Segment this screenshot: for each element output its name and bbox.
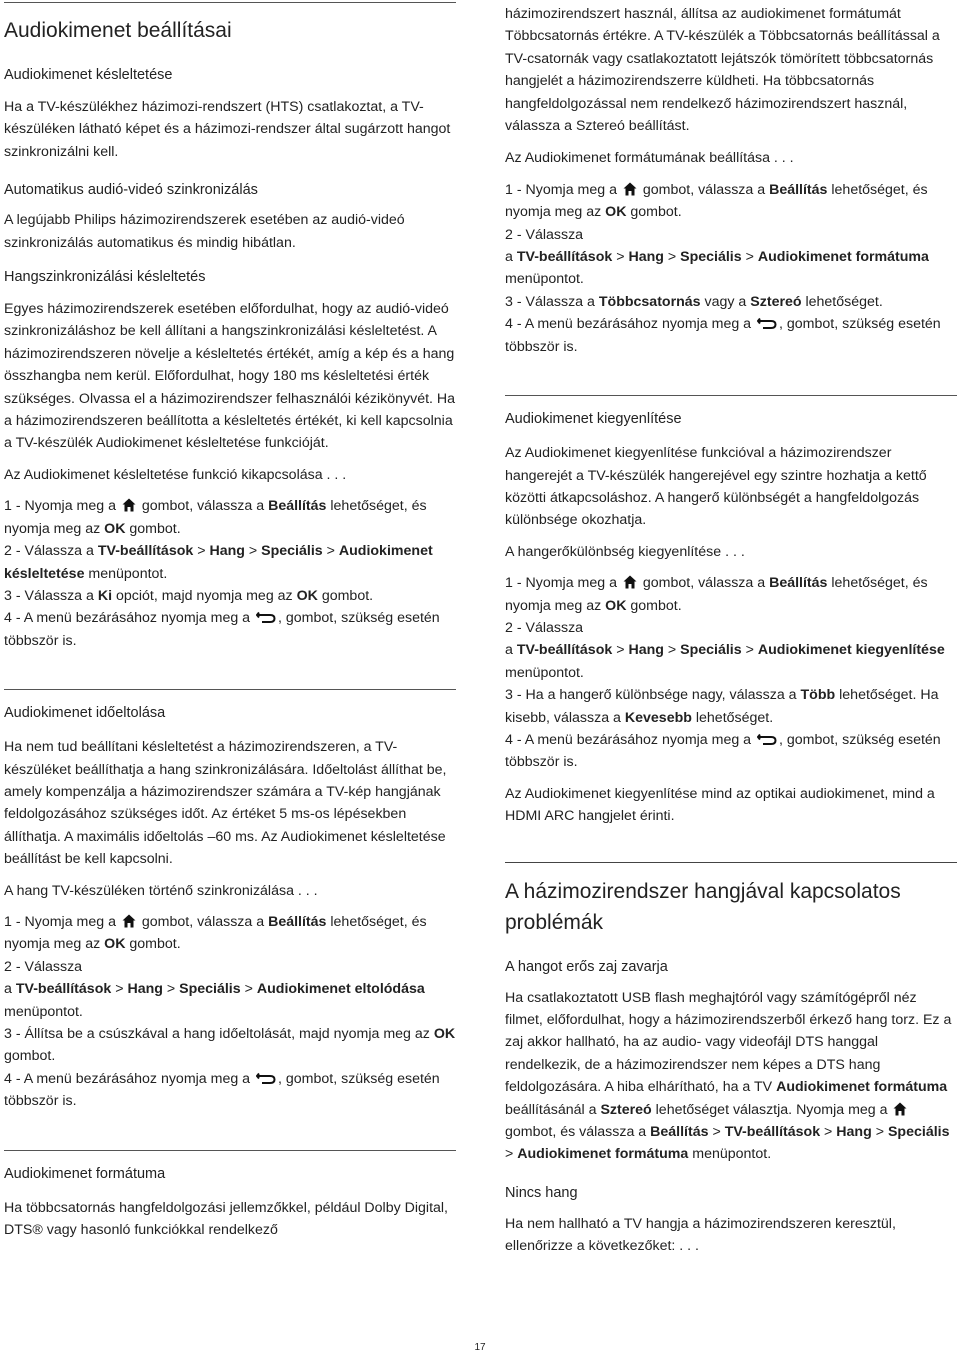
right-column bbox=[505, 0, 957, 1258]
sync-delay-text: Egyes házimozirendszerek esetében előfordulhat, hogy az audió-videó szinkronizáláshoz be kell állítani a hangszinkronizálási késleltetést. A házimozirendszeren növelje a késleltetés értékét, amíg a kép és a hang összhangba nem kerül. Előfordulhat, hogy 180 ms késleltetési érték szükséges. Olvassa el a házimozirendszer felhasználói kézikönyvét. Ha a házimozirendszeren beállította a késleltetés értékét, ki kell kapcsolnia a TV-készülék Audiokimenet késleltetése funkcióját. bbox=[4, 301, 456, 452]
subheading-sync-delay: Hangszinkronizálási késleltetés bbox=[4, 269, 206, 286]
back-icon bbox=[256, 1072, 276, 1084]
page-title: Audiokimenet beállításai bbox=[4, 19, 232, 42]
offset-step-4: 4 - A menü bezárásához nyomja meg a , gombot, szükség esetén többször is. bbox=[4, 1070, 440, 1110]
delay-step-1: 1 - Nyomja meg a gombot, válassza a Beállítás lehetőséget, és nyomja meg az OK gombot. bbox=[4, 498, 427, 537]
section-heading-problems: A házimozirendszer hangjával kapcsolatos problémák bbox=[505, 879, 901, 934]
top-rule bbox=[4, 2, 456, 3]
leveling-step-2: 2 - Válassza a TV-beállítások > Hang > Speciális > Audiokimenet kiegyenlítése menüpontot. bbox=[505, 619, 945, 681]
home-icon bbox=[122, 498, 136, 512]
section-rule bbox=[4, 1150, 456, 1151]
delay-step-3: 3 - Válassza a Ki opciót, majd nyomja meg az OK gombot. bbox=[4, 587, 374, 604]
format-step-1: 1 - Nyomja meg a gombot, válassza a Beállítás lehetőséget, és nyomja meg az OK gombot. bbox=[505, 181, 928, 221]
format-intro-start: Ha többcsatornás hangfeldolgozási jellemzőkkel, például Dolby Digital, DTS® vagy hasonló funkciókkal rendelkező bbox=[4, 1199, 449, 1239]
section-rule bbox=[505, 862, 957, 863]
delay-step-2: 2 - Válassza a TV-beállítások > Hang > Speciális > Audiokimenet késleltetése menüpontot. bbox=[4, 543, 433, 582]
leveling-intro: Az Audiokimenet kiegyenlítése funkcióval a házimozirendszer hangerejét a TV-készülék hangerejével egy szintre hozhatja a kettő közötti átkapcsoláshoz. A hangerő különbségét a hangfeldolgozás különbsége okozhatja. bbox=[505, 445, 927, 529]
subheading-no-sound: Nincs hang bbox=[505, 1184, 578, 1201]
auto-sync-text: A legújabb Philips házimozirendszerek esetében az audió-videó szinkronizálás automatikus és mindig hibátlan. bbox=[4, 212, 405, 251]
home-icon bbox=[623, 182, 637, 196]
format-step-3: 3 - Válassza a Többcsatornás vagy a Sztereó lehetőséget. bbox=[505, 293, 883, 310]
section-heading-format: Audiokimenet formátuma bbox=[4, 1165, 166, 1182]
back-icon bbox=[757, 317, 777, 329]
no-sound-text: Ha nem hallható a TV hangja a házimozirendszeren keresztül, ellenőrizze a következőket: . . . bbox=[505, 1215, 896, 1255]
format-step-4: 4 - A menü bezárásához nyomja meg a , gombot, szükség esetén többször is. bbox=[505, 316, 941, 355]
section-rule bbox=[505, 395, 957, 396]
back-icon bbox=[256, 611, 276, 623]
subheading-noise: A hangot erős zaj zavarja bbox=[505, 958, 668, 975]
page-number: 17 bbox=[474, 1342, 486, 1353]
delay-intro: Ha a TV-készülékhez házimozi-rendszert (HTS) csatlakoztat, a TV-készüléken látható képet és a házimozi-rendszer által sugárzott hangot szinkronizálni kell. bbox=[4, 99, 451, 160]
format-step-2: 2 - Válassza a TV-beállítások > Hang > Speciális > Audiokimenet formátuma menüpontot. bbox=[505, 226, 929, 288]
delay-off-intro: Az Audiokimenet késleltetése funkció kikapcsolása . . . bbox=[4, 466, 347, 483]
leveling-step-3: 3 - Ha a hangerő különbsége nagy, válassza a Több lehetőséget. Ha kisebb, válassza a Kevesebb lehetőséget. bbox=[505, 687, 939, 726]
subheading-auto-sync: Automatikus audió-videó szinkronizálás bbox=[4, 182, 258, 199]
home-icon bbox=[122, 914, 136, 928]
leveling-step-4: 4 - A menü bezárásához nyomja meg a , gombot, szükség esetén többször is. bbox=[505, 731, 941, 771]
format-intro-cont: házimozirendszert használ, állítsa az audiokimenet formátumát Többcsatornás értékre. A TV-készülék a Többcsatornás beállítással a TV-csatornák vagy csatlakoztatott lejátszók tömörített többcsatornás hangjelét a házimozirendszerre küldheti. Ha többcsatornás hangfeldolgozással nem rendelkező házimozirendszert használ, válassza a Sztereó beállítást. bbox=[505, 6, 940, 135]
home-icon bbox=[623, 575, 637, 589]
noise-text: Ha csatlakoztatott USB flash meghajtóról vagy számítógépről néz filmet, előfordulhat, hogy a házimozirendszerből érkező hang torz. Ez a zaj akkor hallható, ha az audio- vagy videofájl DTS hanggal rendelkezik, de a házimozirendszer nem képes a DTS hang feldolgozására. A hiba elhárítható, ha a TV Audiokimenet formátuma beállításánál a Sztereó lehetőséget választja. Nyomja meg a gombot, és válassza a Beállítás > TV-beállítások > Hang > Speciális > Audiokimenet formátuma menüpontot. bbox=[505, 989, 952, 1163]
home-icon bbox=[893, 1102, 907, 1116]
leveling-step-1: 1 - Nyomja meg a gombot, válassza a Beállítás lehetőséget, és nyomja meg az OK gombot. bbox=[505, 575, 928, 614]
left-column bbox=[4, 0, 456, 1241]
section-rule bbox=[4, 689, 456, 690]
leveling-note: Az Audiokimenet kiegyenlítése mind az optikai audiokimenet, mind a HDMI ARC hangjelet érinti. bbox=[505, 785, 935, 825]
delay-step-4: 4 - A menü bezárásához nyomja meg a , gombot, szükség esetén többször is. bbox=[4, 610, 440, 649]
offset-sync-intro: A hang TV-készüléken történő szinkronizálása . . . bbox=[4, 882, 318, 899]
section-heading-leveling: Audiokimenet kiegyenlítése bbox=[505, 411, 682, 428]
format-set-intro: Az Audiokimenet formátumának beállítása . . . bbox=[505, 150, 794, 167]
offset-intro: Ha nem tud beállítani késleltetést a házimozirendszeren, a TV-készüléket beállíthatja a hang szinkronizálására. Időeltolást állíthat be, amely kompenzálja a házimozirendszer számára a TV-kép hangjának feldolgozásához szükséges időt. Az értéket 5 ms-os lépésekben állíthatja. A maximális időeltolás –60 ms. Az Audiokimenet késleltetése beállítást be kell kapcsolni. bbox=[4, 739, 447, 868]
section-heading-offset: Audiokimenet időeltolása bbox=[4, 705, 166, 722]
back-icon bbox=[757, 733, 777, 745]
offset-step-2: 2 - Válassza a TV-beállítások > Hang > Speciális > Audiokimenet eltolódása menüpontot. bbox=[4, 958, 425, 1020]
offset-step-3: 3 - Állítsa be a csúszkával a hang időeltolását, majd nyomja meg az OK gombot. bbox=[4, 1026, 456, 1065]
leveling-set-intro: A hangerőkülönbség kiegyenlítése . . . bbox=[505, 543, 745, 560]
offset-step-1: 1 - Nyomja meg a gombot, válassza a Beállítás lehetőséget, és nyomja meg az OK gombot. bbox=[4, 913, 427, 953]
section-heading-delay: Audiokimenet késleltetése bbox=[4, 67, 173, 83]
